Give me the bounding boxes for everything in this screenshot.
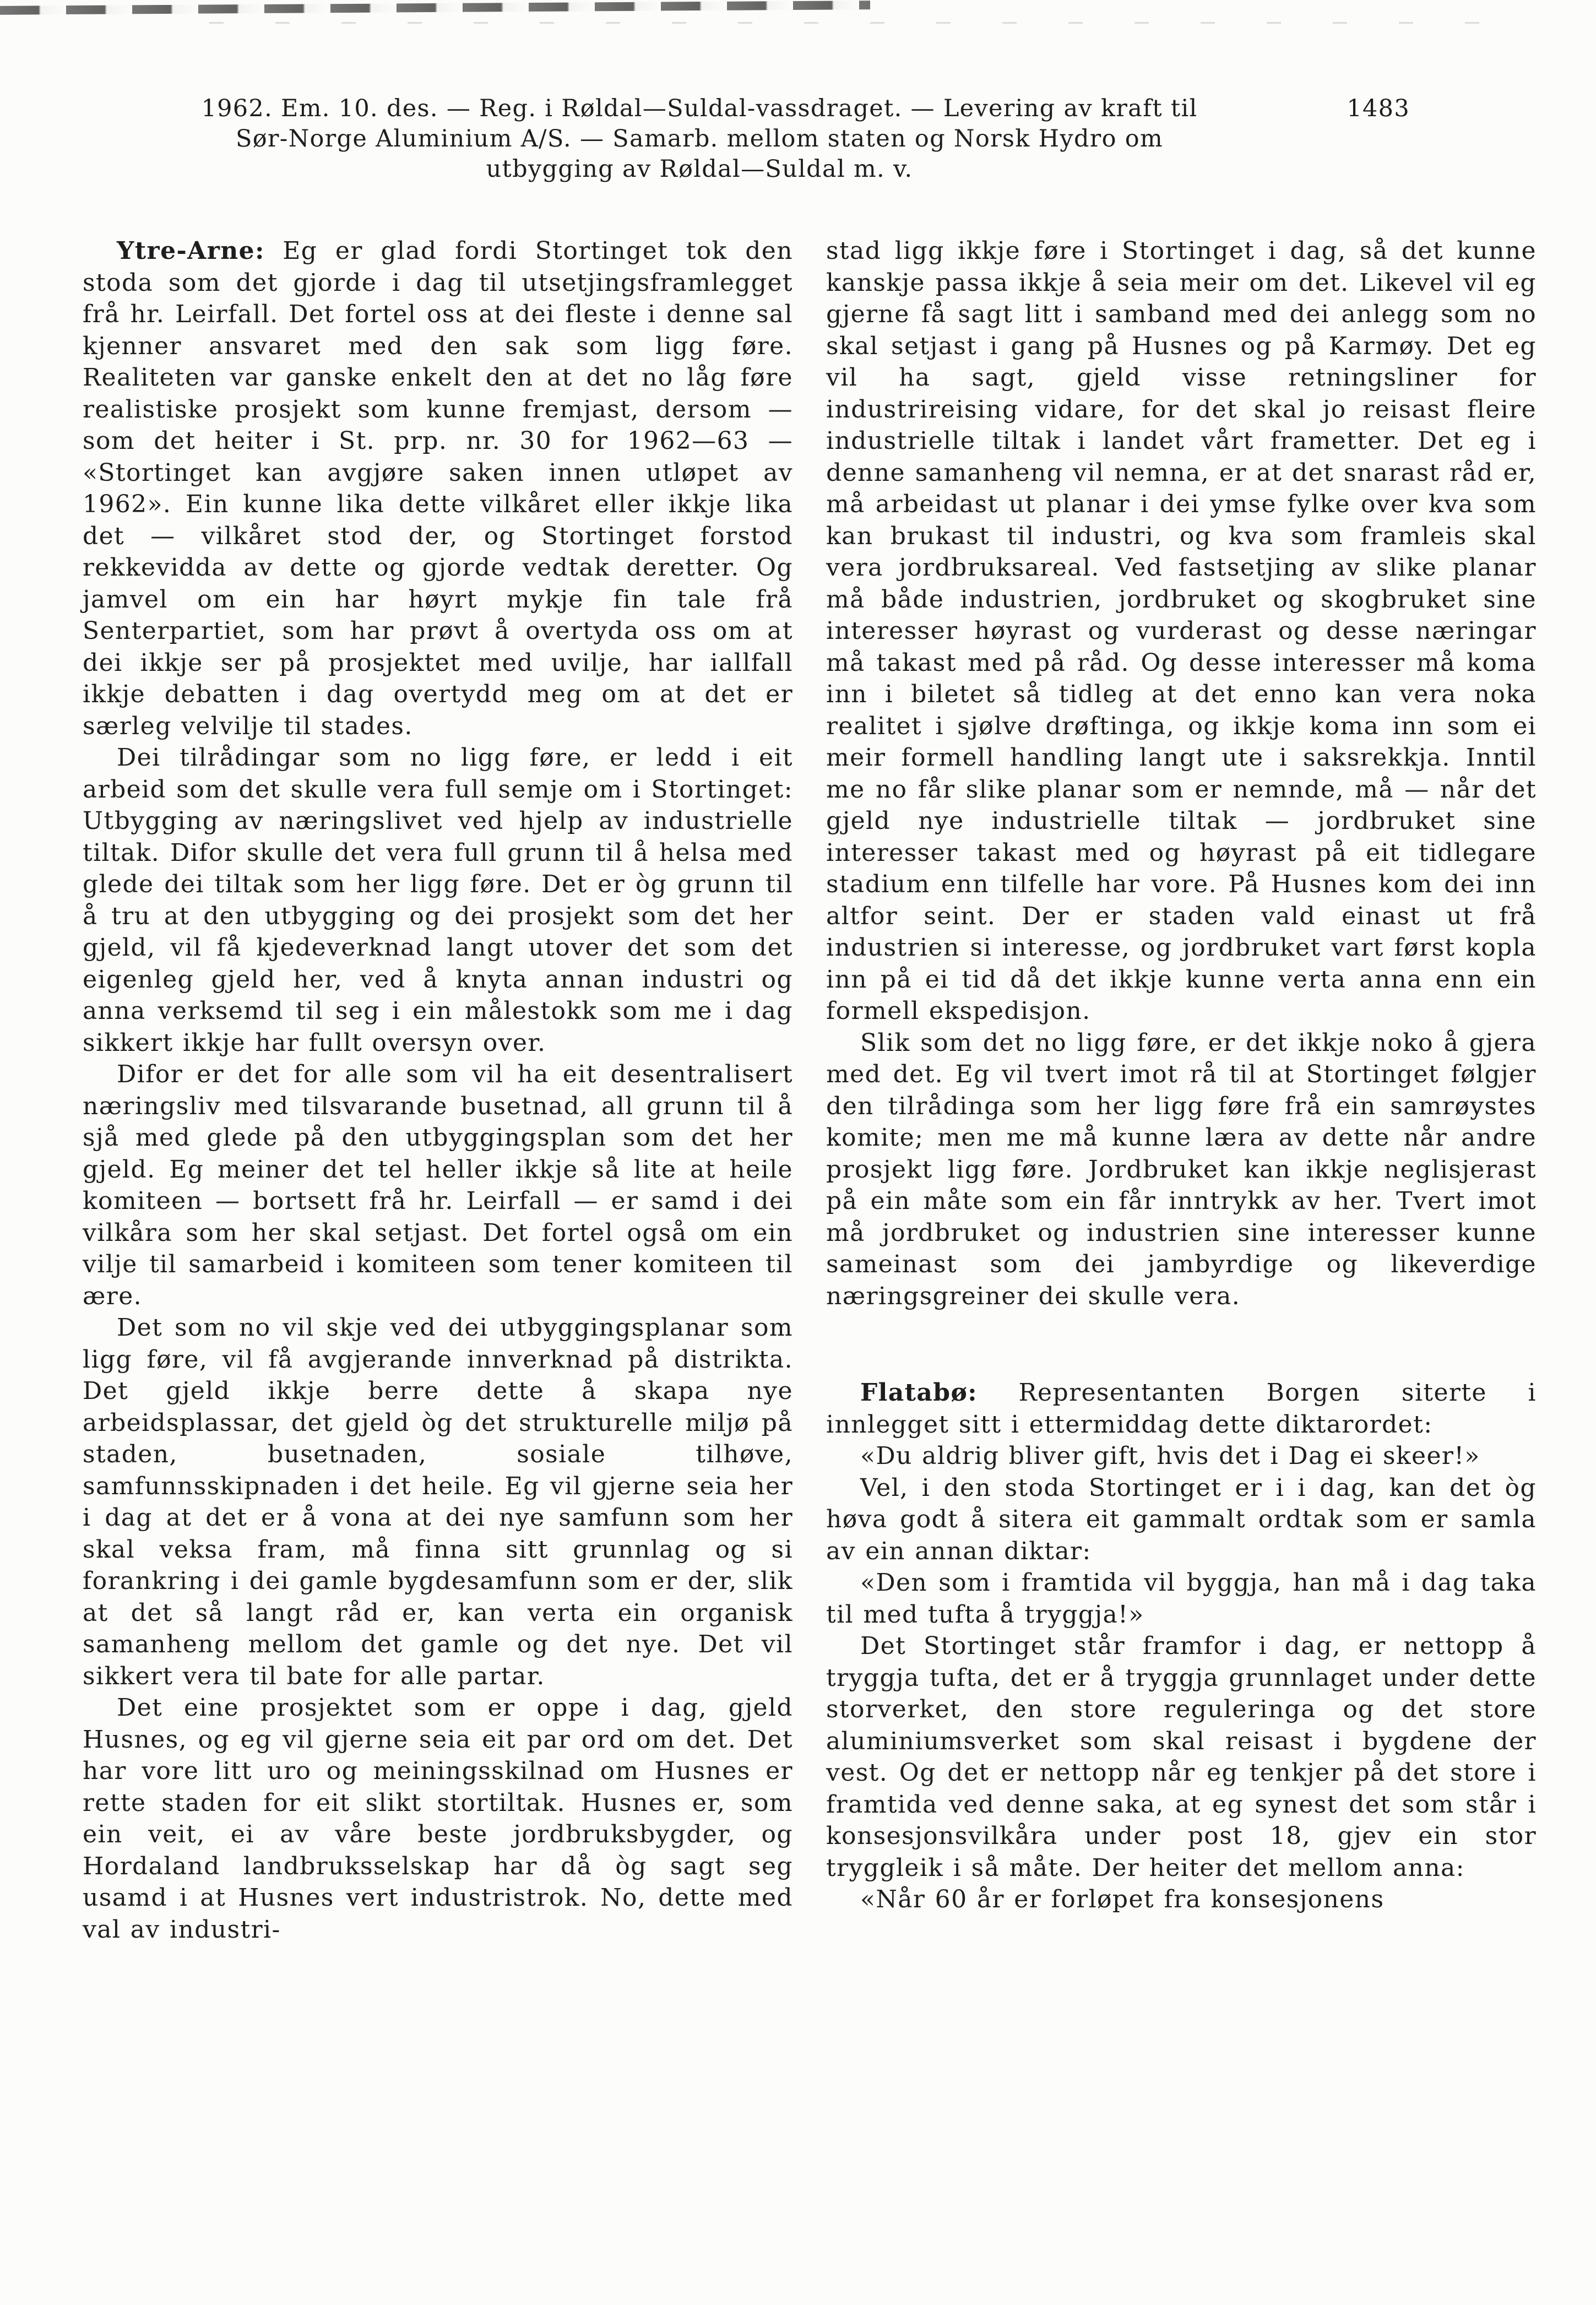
paragraph-quote [826,1440,1537,1472]
right-column [826,235,1537,1945]
paragraph-text: «Den som i framtida vil byggja, han må i dag taka til med tufta å tryggja!» [826,1569,1537,1629]
speaker-name: Flatabø: [860,1379,978,1407]
paragraph-text: «Du aldrig bliver gift, hvis det i Dag ei skeer!» [860,1442,1480,1470]
paragraph [83,1059,793,1312]
page-header [0,0,1596,185]
paragraph [83,742,793,1059]
header-line-1: 1962. Em. 10. des. — Reg. i Røldal—Suldal-vassdraget. — Levering av kraft til [201,95,1198,122]
header-line-2: Sør-Norge Aluminium A/S. — Samarb. mellom staten og Norsk Hydro om [235,125,1164,153]
paragraph [83,1312,793,1692]
paragraph [826,1630,1537,1884]
paragraph-quote [826,1567,1537,1630]
paragraph-text: Difor er det for alle som vil ha eit desentralisert næringsliv med tilsvarande busetnad, all grunn til å sjå med glede på den utbyggingsplan som det her gjeld. Eg meiner det tel heller ikkje så lite at heile komiteen — bortsett frå hr. Leirfall — er samd i dei vilkåra som her skal setjast. Det fortel også om ein vilje til samarbeid i komiteen som tener komiteen til ære. [83,1060,793,1310]
paragraph [826,1472,1537,1568]
paragraph-text: Representanten Borgen siterte i innlegget sitt i ettermiddag dette diktarordet: [826,1379,1537,1439]
speaker-name: Ytre-Arne: [117,237,265,265]
paragraph-text: Dei tilrådingar som no ligg føre, er ledd i eit arbeid som det skulle vera full semje om i Stortinget: Utbygging av næringslivet ved hjelp av industrielle tiltak. Difor skulle det vera full grunn til å helsa med glede dei tiltak som her ligg føre. Det er òg grunn til å tru at den utbygging og dei prosjekt som det her gjeld, vil få kjedeverknad langt utover det som det eigenleg gjeld her, ved å knyta annan industri og anna verksemd til seg i ein målestokk som me i dag sikkert ikkje har fullt oversyn over. [83,744,793,1057]
paragraph-text: Det Stortinget står framfor i dag, er nettopp å tryggja tufta, det er å tryggja grunnlaget under dette storverket, den store reguleringa og det store aluminiumsverket som skal reisast i bygdene der vest. Og det er nettopp når eg tenkjer på det store i framtida ved denne saka, at eg synest det som står i konsesjonsvilkåra under post 18, gjev ein stor tryggleik i så måte. Der heiter det mellom anna: [826,1632,1537,1882]
paragraph-speech-flatabo [826,1377,1537,1440]
paragraph-speech-ytre-arne [83,235,793,742]
paragraph-text: Det eine prosjektet som er oppe i dag, gjeld Husnes, og eg vil gjerne seia eit par ord om det. Det har vore litt uro og meiningsskilnad om Husnes er rette staden for eit slikt stortiltak. Husnes er, som ein veit, ei av våre beste jordbruksbygder, og Hordaland landbruksselskap har då òg sagt seg usamd i at Husnes vert industristrok. No, dette med val av industri- [83,1694,793,1944]
two-column-text-body [0,235,1596,1945]
paragraph [83,1692,793,1945]
header-title-block [99,94,1300,185]
paragraph-text: Eg er glad fordi Stortinget tok den stoda som det gjorde i dag til utsetjingsframlegget frå hr. Leirfall. Det fortel oss at dei fleste i denne sal kjenner ansvaret med den sak som ligg føre. Realiteten var ganske enkelt den at det no låg føre realistiske prosjekt som kunne fremjast, dersom — som det heiter i St. prp. nr. 30 for 1962—63 — «Stortinget kan avgjøre saken innen utløpet av 1962». Ein kunne lika dette vilkåret eller ikkje lika det — vilkåret stod der, og Stortinget forstod rekkevidda av dette og gjorde vedtak deretter. Og jamvel om ein har høyrt mykje fin tale frå Senterpartiet, som har prøvt å overtyda oss om at dei ikkje ser på prosjektet med uvilje, har iallfall ikkje debatten i dag overtydd meg om at det er særleg velvilje til stades. [83,237,793,740]
header-line-3: utbygging av Røldal—Suldal m. v. [486,155,913,183]
left-column [83,235,793,1945]
paragraph-text: «Når 60 år er forløpet fra konsesjonens [860,1885,1385,1913]
paragraph-text: stad ligg ikkje føre i Stortinget i dag, så det kunne kanskje passa ikkje å seia meir om det. Likevel vil eg gjerne få sagt litt i samband med dei anlegg som no skal setjast i gang på Husnes og på Karmøy. Det eg vil ha sagt, gjeld visse retningsliner for industrireising vidare, for det skal jo reisast fleire industrielle tiltak i landet vårt frametter. Det eg i denne samanheng vil nemna, er at det snarast råd er, må arbeidast ut planar i dei ymse fylke over kva som kan brukast til industri, og kva som framleis skal vera jordbruksareal. Ved fastsetjing av slike planar må både industrien, jordbruket og skogbruket sine interesser høyrast og vurderast og desse næringar må takast med på råd. Og desse interesser må koma inn i biletet så tidleg at det enno kan vera noka realitet i sjølve drøftinga, og ikkje koma inn som ei meir formell handling langt ute i saksrekkja. Inntil me no får slike planar som er nemnde, må — når det gjeld nye industrielle tiltak — jordbruket sine interesser takast med og høyrast på eit tidlegare stadium enn tilfelle har vore. På Husnes kom dei inn altfor seint. Der er staden vald einast ut frå industrien si interesse, og jordbruket vart først kopla inn på ei tid då det ikkje kunne verta anna enn ein formell ekspedisjon. [826,237,1537,1025]
paragraph-text: Det som no vil skje ved dei utbyggingsplanar som ligg føre, vil få avgjerande innverknad på distrikta. Det gjeld ikkje berre dette å skapa nye arbeidsplassar, det gjeld òg det strukturelle miljø på staden, busetnaden, sosiale tilhøve, samfunnsskipnaden i det heile. Eg vil gjerne seia her i dag at det er å vona at dei nye samfunn som her skal veksa fram, må finna sitt grunnlag og si forankring i dei gamle bygdesamfunn som er der, slik at det så langt råd er, kan verta ein organisk samanheng mellom det gamle og det nye. Det vil sikkert vera til bate for alle partar. [83,1314,793,1690]
paragraph-text: Slik som det no ligg føre, er det ikkje noko å gjera med det. Eg vil tvert imot rå til at Stortinget følgjer den tilrådinga som her ligg føre frå ein samrøystes komite; men me må kunne læra av dette når andre prosjekt ligg føre. Jordbruket kan ikkje neglisjerast på ein måte som ein får inntrykk av her. Tvert imot må jordbruket og industrien sine interesser kunne sameinast som dei jambyrdige og likeverdige næringsgreiner dei skulle vera. [826,1028,1537,1310]
paragraph [826,1027,1537,1313]
page-number: 1483 [1347,95,1410,122]
paragraph-quote [826,1884,1537,1916]
paragraph-text: Vel, i den stoda Stortinget er i i dag, kan det òg høva godt å sitera eit gammalt ordtak som er samla av ein annan diktar: [826,1473,1537,1565]
paragraph-continuation [826,235,1537,1027]
